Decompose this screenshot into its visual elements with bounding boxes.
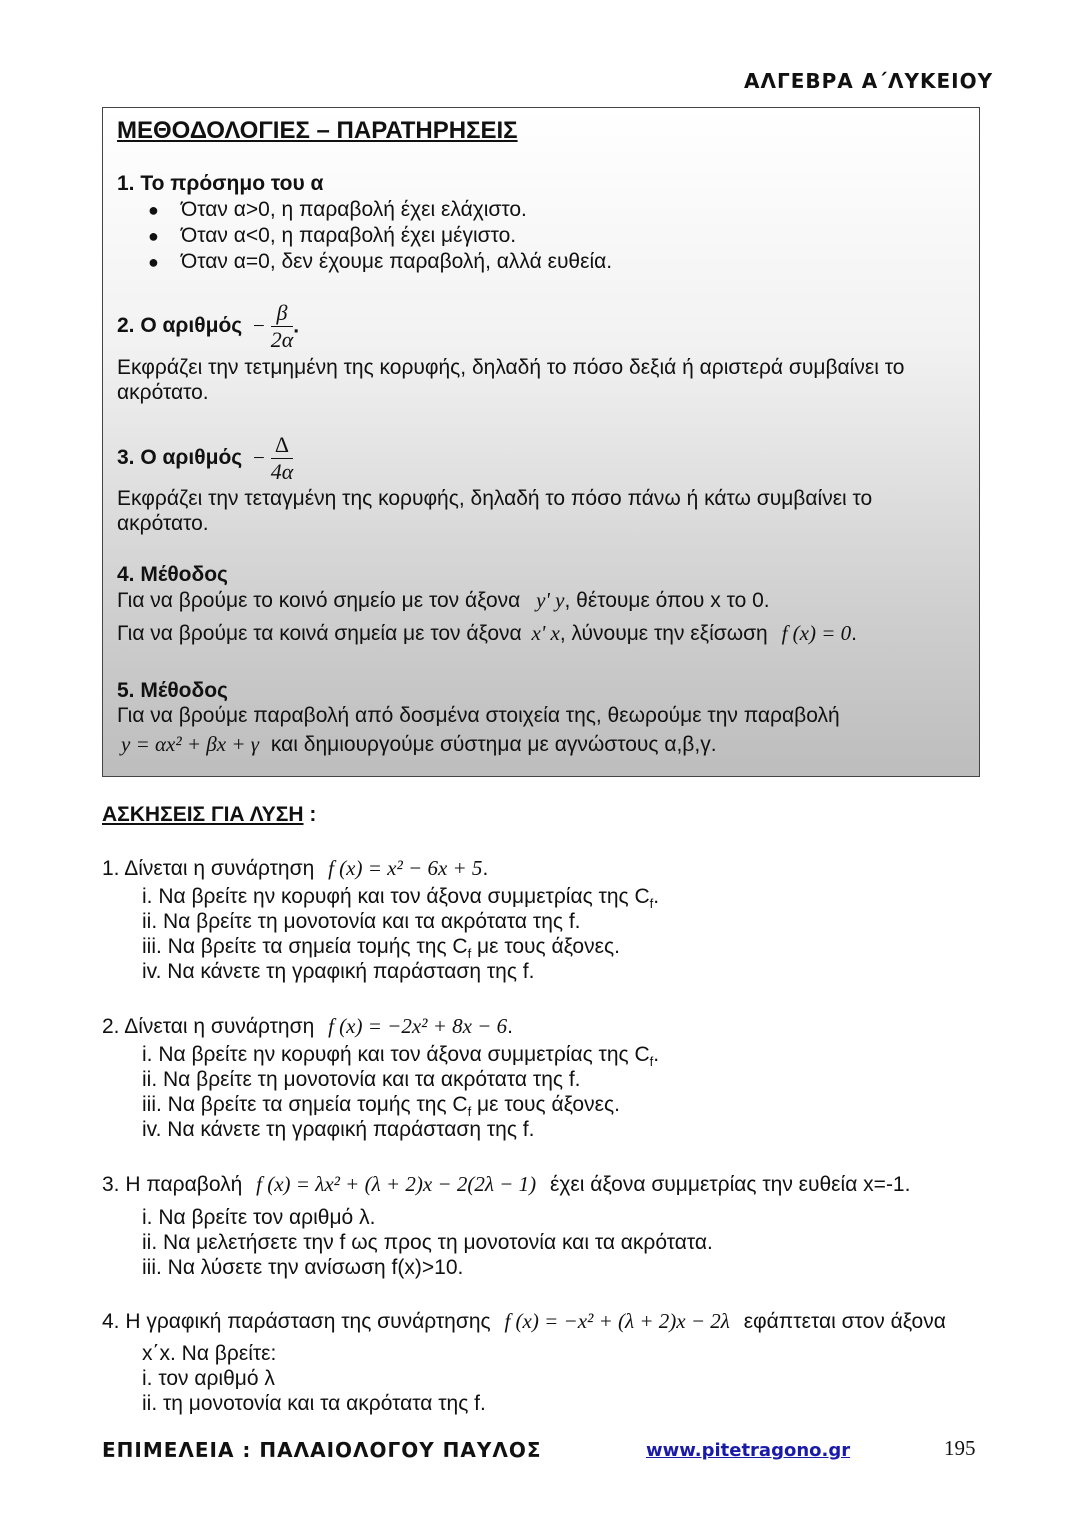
section-4-axis: y' y [536, 588, 565, 612]
section-4-text: , θέτουμε όπου x το 0. [564, 589, 770, 612]
section-2-title: 2. Ο αριθμός [117, 314, 243, 337]
section-1-bullet: Όταν α>0, η παραβολή έχει ελάχιστο. [181, 198, 527, 221]
section-4-line-2: Για να βρούμε τα κοινά σημεία με τον άξονα x' x, λύνουμε την εξίσωση f (x) = 0. [117, 621, 857, 645]
exercise-equation: f (x) = λx² + (λ + 2)x − 2(2λ − 1) [256, 1172, 537, 1196]
exercise-lead-text: 3. Η παραβολή [102, 1173, 243, 1196]
item-text: iii. Να βρείτε τα σημεία τομής της C [142, 1093, 468, 1116]
section-4-axis: x' x [531, 621, 560, 645]
section-4-title: 4. Μέθοδος [117, 563, 228, 586]
section-3-title: 3. Ο αριθμός [117, 446, 243, 469]
fraction-numerator: β [271, 300, 294, 327]
section-1-bullet: Όταν α<0, η παραβολή έχει μέγιστο. [181, 224, 517, 247]
section-2-text: ακρότατο. [117, 381, 209, 404]
section-1-title: 1. Το πρόσημο του α [117, 172, 324, 195]
exercise-1-item [142, 885, 659, 912]
exercises-heading [102, 803, 316, 827]
exercise-1-lead: 1. Δίνεται η συνάρτηση f (x) = x² − 6x + 5. [102, 856, 489, 880]
box-heading: ΜΕΘΟΔΟΛΟΓΙΕΣ – ΠΑΡΑΤΗΡΗΣΕΙΣ [117, 117, 518, 144]
exercise-1-item [142, 935, 620, 962]
exercise-equation: f (x) = −x² + (λ + 2)x − 2λ [504, 1309, 730, 1333]
exercise-1-item: ii. Να βρείτε τη μονοτονία και τα ακρότατα της f. [142, 910, 581, 933]
exercise-3-lead [102, 1172, 910, 1197]
exercise-1-item: iv. Να κάνετε τη γραφική παράσταση της f. [142, 960, 535, 983]
exercise-4-lead [102, 1309, 946, 1334]
exercises-heading-colon: : [309, 803, 317, 826]
section-4-text: Για να βρούμε τα κοινά σημεία με τον άξονα [117, 622, 522, 645]
section-4-equation: f (x) = 0 [781, 621, 852, 645]
section-4-line-1 [117, 588, 770, 613]
section-2-fraction: − $\frac{\beta}{2\alpha}$ . [253, 300, 300, 353]
section-5-text: Για να βρούμε παραβολή από δοσμένα στοιχεία της, θεωρούμε την παραβολή [117, 704, 840, 727]
exercise-2-item [142, 1093, 620, 1120]
exercise-lead-text: 1. Δίνεται η συνάρτηση [102, 857, 315, 880]
section-2-text: Εκφράζει την τετμημένη της κορυφής, δηλαδή το πόσο δεξιά ή αριστερά συμβαίνει το [117, 356, 905, 379]
exercise-equation: f (x) = x² − 6x + 5 [328, 856, 483, 880]
subscript: f [649, 896, 654, 912]
exercise-lead-text: 2. Δίνεται η συνάρτηση [102, 1015, 315, 1038]
exercise-4-item: ii. τη μονοτονία και τα ακρότατα της f. [142, 1392, 486, 1415]
footer-website-link[interactable]: www.pitetragono.gr [646, 1440, 851, 1461]
subscript: f [649, 1054, 654, 1070]
running-header: ΑΛΓΕΒΡΑ Α΄ΛΥΚΕΙΟΥ [744, 69, 994, 93]
section-4-text: Για να βρούμε το κοινό σημείο με τον άξονα [117, 589, 521, 612]
bullet-icon: ● [148, 252, 159, 272]
exercise-equation: f (x) = −2x² + 8x − 6 [328, 1014, 508, 1038]
item-text: iii. Να βρείτε τα σημεία τομής της C [142, 935, 468, 958]
exercise-4-line-2: x΄x. Να βρείτε: [142, 1342, 277, 1365]
item-text: i. Να βρείτε ην κορυφή και τον άξονα συμμετρίας της C [142, 885, 650, 908]
section-4-text: , λύνουμε την εξίσωση [559, 622, 768, 645]
fraction-denominator: 4α [270, 459, 294, 485]
section-1-bullet: Όταν α=0, δεν έχουμε παραβολή, αλλά ευθεία. [181, 250, 613, 273]
bullet-icon: ● [148, 200, 159, 220]
section-5-equation: y = αx² + βx + γ [121, 732, 260, 756]
section-3-fraction: − $\frac{\Delta}{4\alpha}$ [253, 432, 294, 485]
footer-author: ΕΠΙΜΕΛΕΙΑ : ΠΑΛΑΙΟΛΟΓΟΥ ΠΑΥΛΟΣ [102, 1438, 542, 1462]
item-end: . [653, 885, 660, 908]
exercise-3-item: ii. Να μελετήσετε την f ως προς τη μονοτονία και τα ακρότατα. [142, 1231, 713, 1254]
item-end: με τους άξονες. [471, 935, 620, 958]
exercise-2-item [142, 1043, 659, 1070]
fraction-denominator: 2α [270, 327, 294, 353]
item-end: με τους άξονες. [471, 1093, 620, 1116]
exercise-3-item: i. Να βρείτε τον αριθμό λ. [142, 1206, 376, 1229]
bullet-icon: ● [148, 226, 159, 246]
exercise-lead-text: 4. Η γραφική παράσταση της συνάρτησης [102, 1310, 491, 1333]
page-number: 195 [944, 1436, 976, 1460]
exercise-3-item: iii. Να λύσετε την ανίσωση f(x)>10. [142, 1256, 464, 1279]
section-5-line-2 [117, 732, 717, 757]
exercise-tail-text: εφάπτεται στον άξονα [743, 1310, 946, 1333]
subscript: f [467, 946, 472, 962]
exercise-2-lead: 2. Δίνεται η συνάρτηση f (x) = −2x² + 8x − 6. [102, 1014, 513, 1038]
fraction-numerator: Δ [271, 432, 294, 459]
section-3-text: Εκφράζει την τεταγμένη της κορυφής, δηλαδή το πόσο πάνω ή κάτω συμβαίνει το [117, 487, 873, 510]
exercise-2-item: ii. Να βρείτε τη μονοτονία και τα ακρότατα της f. [142, 1068, 581, 1091]
subscript: f [467, 1104, 472, 1120]
section-3-text: ακρότατο. [117, 512, 209, 535]
exercise-4-item: i. τον αριθμό λ [142, 1367, 275, 1390]
exercise-2-item: iv. Να κάνετε τη γραφική παράσταση της f. [142, 1118, 535, 1141]
section-5-text: και δημιουργούμε σύστημα με αγνώστους α,β,γ. [270, 733, 717, 756]
exercises-heading-text: ΑΣΚΗΣΕΙΣ ΓΙΑ ΛΥΣΗ [102, 803, 304, 826]
exercise-tail-text: έχει άξονα συμμετρίας την ευθεία x=-1. [549, 1173, 911, 1196]
item-text: i. Να βρείτε ην κορυφή και τον άξονα συμμετρίας της C [142, 1043, 650, 1066]
item-end: . [653, 1043, 660, 1066]
section-5-title: 5. Μέθοδος [117, 679, 228, 702]
